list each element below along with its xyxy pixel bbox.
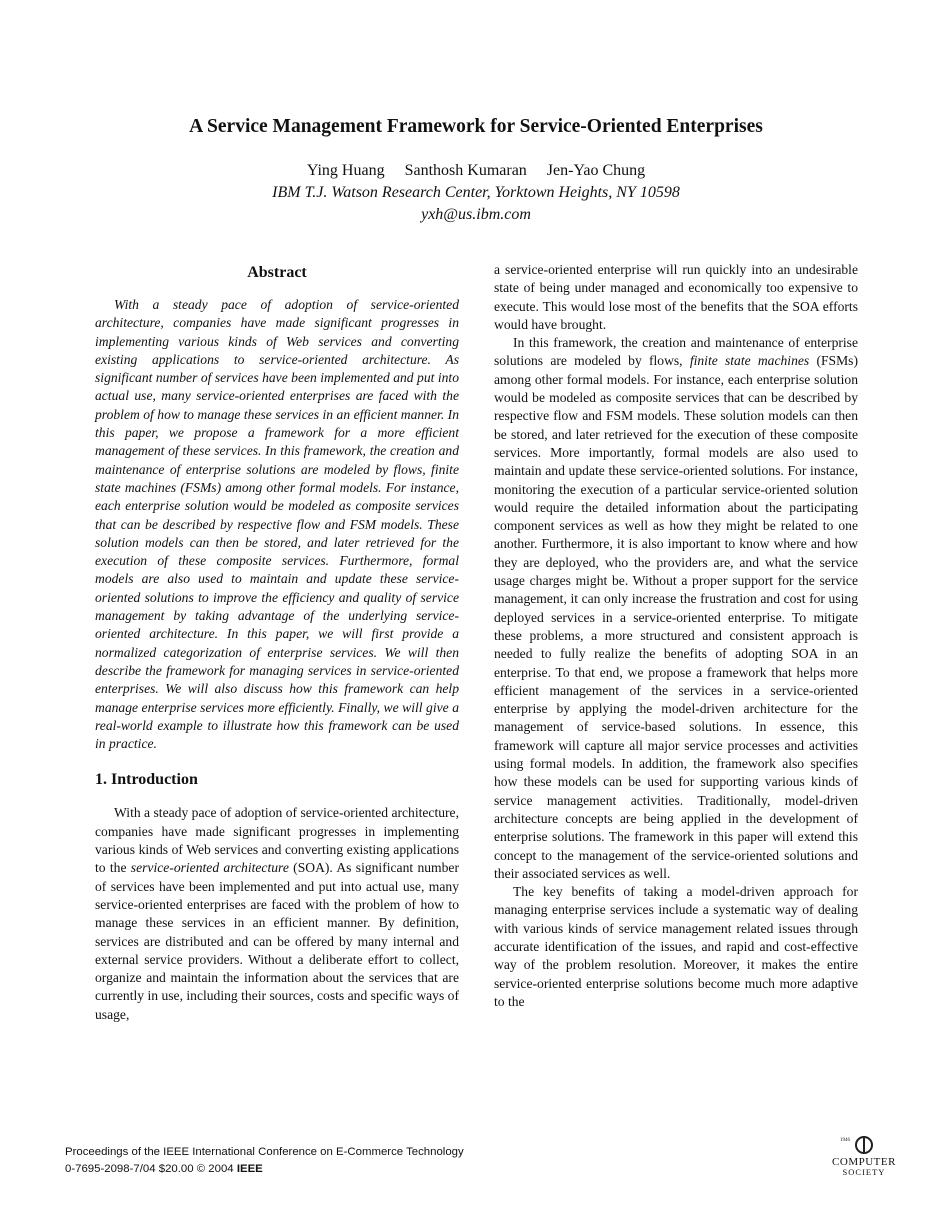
footer-line: Proceedings of the IEEE International Conference on E-Commerce Technology [65, 1146, 464, 1158]
right-column [494, 261, 858, 1011]
proceedings-footer [65, 1144, 464, 1178]
logo-word-computer: COMPUTER [832, 1156, 896, 1168]
logo-year: 1946 [840, 1138, 850, 1143]
footer-line: 0-7695-2098-7/04 $20.00 © 2004 IEEE [65, 1163, 263, 1175]
author-name: Jen-Yao Chung [546, 162, 646, 179]
paper-title: A Service Management Framework for Service-Oriented Enterprises [189, 116, 763, 137]
body-paragraph: In this framework, the creation and maintenance of enterprise solutions are modeled by flows, finite state machines (FSMs) among other formal models. For instance, each enterprise solution would be modeled as composite services that can be described by respective flow and FSM models. These solution models can then be stored, and later retrieved for the execution of these composite services. More importantly, formal models are also used to maintain and update these service-oriented solutions. For instance, monitoring the execution of a particular service-oriented solution would require the detailed information about the participating component services as well as how they might be related to one another. Furthermore, it is also important to know where and how they are deployed, who the providers are, and what the service usage charges might be. Without a proper support for the service management, it can only increase the frustration and cost for using deployed services in a service-oriented enterprise. To mitigate these problems, a more structured and consistent approach is needed to fully realize the benefits of adopting SOA in an enterprise. To that end, we propose a framework that helps more efficient management of the services in a service-oriented enterprise by applying the model-driven architecture for the management of service-based solutions. In essence, this framework will capture all major service processes and activities using formal models. In addition, the framework also specifies how these models can be used for supporting various kinds of service management activities. Traditionally, model-driven architecture concepts are being applied in the development of enterprise solutions. The framework in this paper will extend this concept to the management of the service-oriented solutions and their associated services as well. [494, 335, 858, 881]
author-list [0, 160, 952, 181]
computer-society-logo [826, 1136, 902, 1180]
body-paragraph: a service-oriented enterprise will run quickly into an undesirable state of being under managed and economically too expensive to execute. This would lose most of the benefits that the SOA efforts would have brought. [494, 262, 858, 332]
author-affiliation: IBM T.J. Watson Research Center, Yorktown Heights, NY 10598 [272, 184, 680, 201]
abstract-text: With a steady pace of adoption of service-oriented architecture, companies have made significant progresses in implementing various kinds of Web services and converting existing applications to service-oriented architecture. As significant number of services have been implemented and put into actual use, many service-oriented enterprises are faced with the problem of how to manage these services in an efficient manner. In this paper, we propose a framework for a more efficient management of these services. In this framework, the creation and maintenance of enterprise solutions are modeled by flows, finite state machines (FSMs) among other formal models. For instance, each enterprise solution would be modeled as composite services that can be described by respective flow and FSM models. These solution models can then be stored, and later retrieved for the execution of these composite services. Furthermore, formal models are also used to maintain and update these service-oriented solutions to improve the efficiency and quality of service management by taking advantage of the underlying service-oriented architecture. In this paper, we will first provide a normalized categorization of enterprise services. We will then describe the framework for managing services in service-oriented enterprises. We will also discuss how this framework can help manage enterprise services more efficiently. Finally, we will give a real-world example to illustrate how this framework can be used in practice. [95, 297, 459, 752]
introduction-paragraph: With a steady pace of adoption of service-oriented architecture, companies have made significant progresses in implementing various kinds of Web services and converting existing applications to the service-oriented architecture (SOA). As significant number of services have been implemented and put into actual use, many service-oriented enterprises are faced with the problem of how to manage these services in an efficient manner. By definition, services are distributed and can be offered by many internal and external service providers. Without a deliberate effort to collect, organize and maintain the information about the services that are currently in use, including their sources, costs and specific ways of usage, [95, 805, 459, 1022]
author-name: Santhosh Kumaran [404, 162, 527, 179]
author-email: yxh@us.ibm.com [421, 206, 531, 223]
introduction-heading: 1. Introduction [95, 771, 198, 789]
author-name: Ying Huang [306, 162, 385, 179]
logo-word-society: SOCIETY [842, 1167, 886, 1177]
left-column [95, 262, 459, 1024]
body-paragraph: The key benefits of taking a model-driven approach for managing enterprise services include a systematic way of dealing with various kinds of service management related issues through accurate identification of the issues, and rapid and cost-effective way of the problem resolution. Moreover, it makes the entire service-oriented enterprise solutions become much more adaptive to the [494, 884, 858, 1009]
abstract-heading: Abstract [247, 264, 307, 281]
society-emblem-icon [855, 1136, 873, 1154]
